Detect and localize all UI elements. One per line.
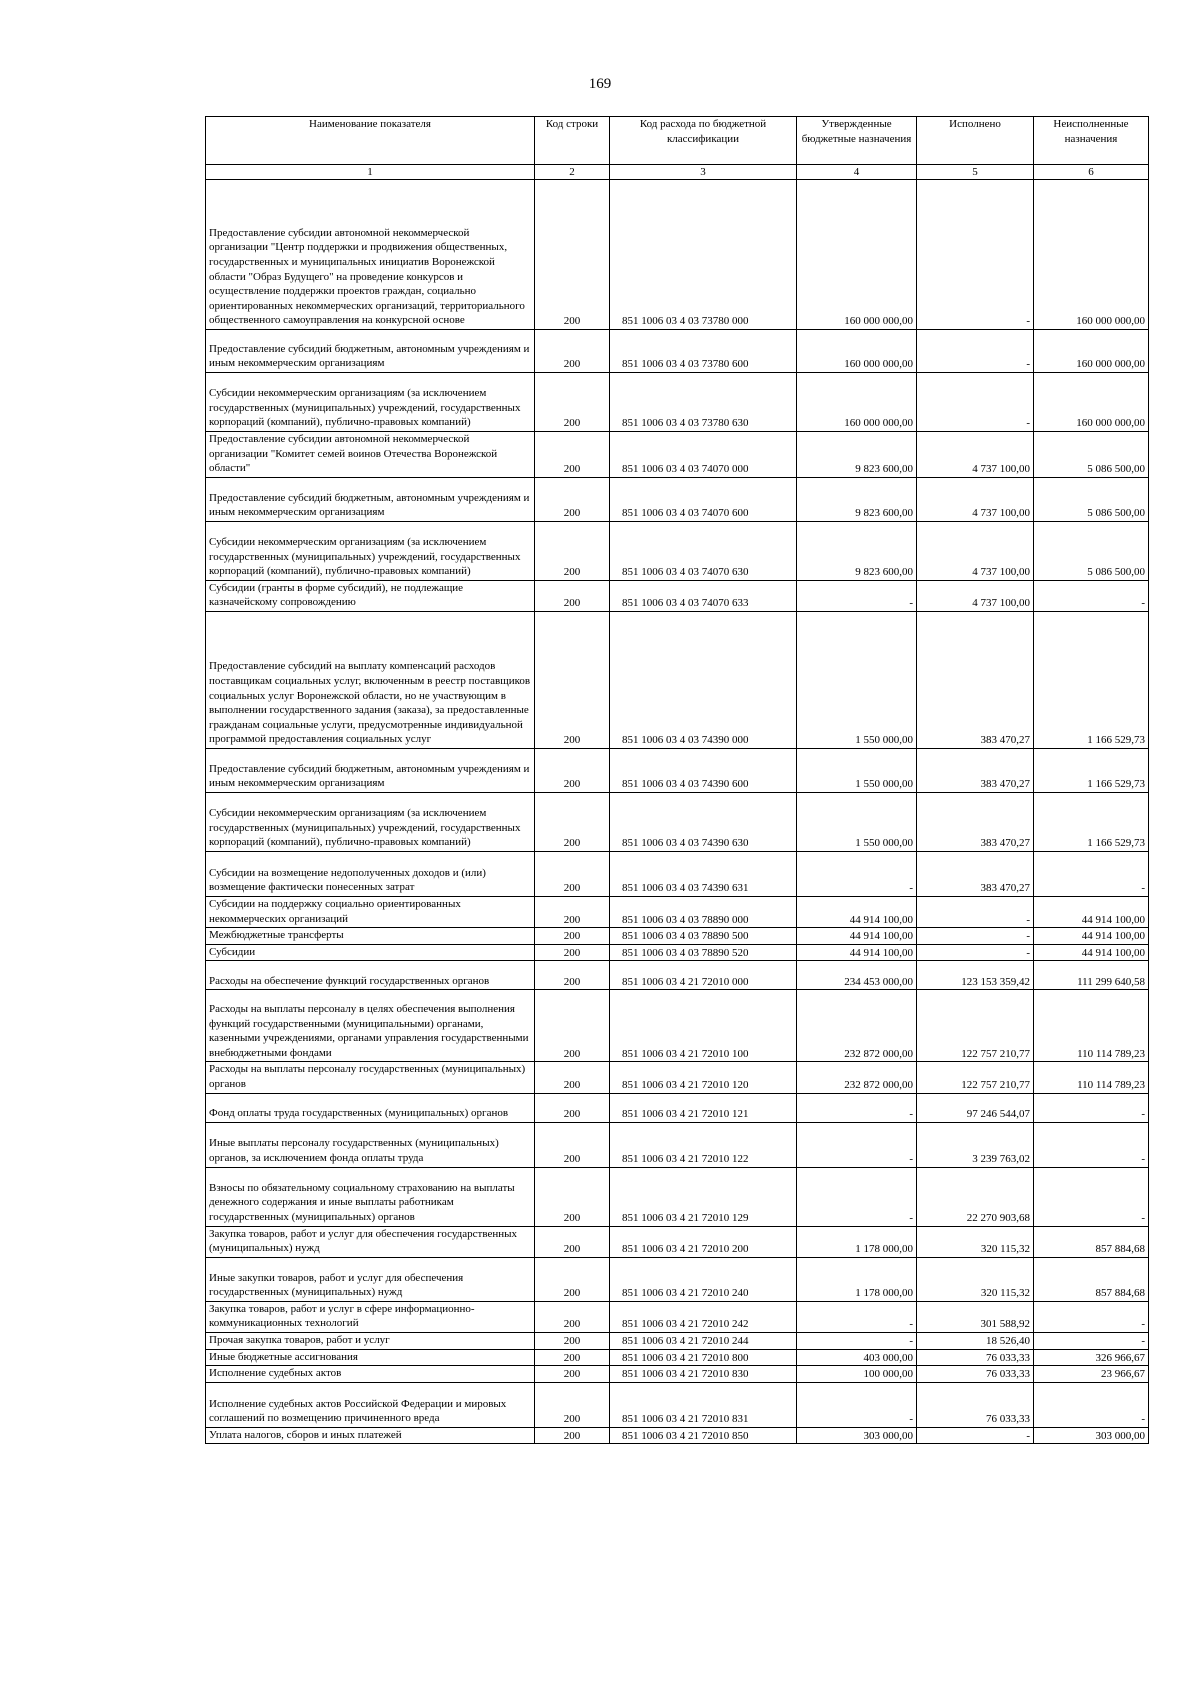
row-executed-amount: 320 115,32 <box>917 1226 1034 1257</box>
column-number: 1 <box>206 165 535 180</box>
row-unexecuted-amount: 857 884,68 <box>1034 1257 1149 1301</box>
table-row <box>206 748 1149 792</box>
table-row <box>206 896 1149 927</box>
row-executed-amount: 301 588,92 <box>917 1301 1034 1332</box>
row-indicator-name: Расходы на выплаты персоналу государственных (муниципальных) органов <box>206 1062 535 1093</box>
row-budget-code: 851 1006 03 4 03 74070 600 <box>610 477 797 521</box>
row-approved-amount: 232 872 000,00 <box>797 1062 917 1093</box>
table-row <box>206 330 1149 373</box>
column-number-row <box>206 165 1149 180</box>
table-row <box>206 1366 1149 1383</box>
row-budget-code: 851 1006 03 4 03 74390 000 <box>610 611 797 748</box>
row-budget-code: 851 1006 03 4 21 72010 120 <box>610 1062 797 1093</box>
row-indicator-name: Предоставление субсидий на выплату компенсаций расходов поставщикам социальных услуг, включенным в реестр поставщиков социальных услуг Воронежской области, но не участвующим в выполнении государственного задания (заказа), за предоставленные гражданам социальные услуги, предусмотренные индивидуальной программой предоставления социальных услуг <box>206 611 535 748</box>
row-approved-amount: 160 000 000,00 <box>797 330 917 373</box>
row-executed-amount: - <box>917 373 1034 432</box>
row-indicator-name: Предоставление субсидии автономной некоммерческой организации "Центр поддержки и продвижения общественных, государственных и муниципальных инициатив Воронежской области "Образ Будущего" на проведение конкурсов и осуществление поддержки проектов граждан, социально ориентированных некоммерческих организаций, территориального общественного самоуправления на конкурсной основе <box>206 180 535 330</box>
row-approved-amount: - <box>797 851 917 896</box>
row-line-code: 200 <box>535 477 610 521</box>
row-budget-code: 851 1006 03 4 03 78890 520 <box>610 944 797 961</box>
row-budget-code: 851 1006 03 4 03 74390 631 <box>610 851 797 896</box>
row-line-code: 200 <box>535 432 610 478</box>
row-budget-code: 851 1006 03 4 03 73780 600 <box>610 330 797 373</box>
table-row <box>206 1332 1149 1349</box>
row-budget-code: 851 1006 03 4 21 72010 240 <box>610 1257 797 1301</box>
row-approved-amount: 44 914 100,00 <box>797 896 917 927</box>
row-unexecuted-amount: 44 914 100,00 <box>1034 928 1149 945</box>
row-indicator-name: Субсидии <box>206 944 535 961</box>
row-approved-amount: 160 000 000,00 <box>797 180 917 330</box>
row-line-code: 200 <box>535 1349 610 1366</box>
row-approved-amount: - <box>797 1301 917 1332</box>
row-unexecuted-amount: 5 086 500,00 <box>1034 432 1149 478</box>
table-row <box>206 580 1149 611</box>
row-approved-amount: - <box>797 1332 917 1349</box>
row-budget-code: 851 1006 03 4 21 72010 850 <box>610 1427 797 1444</box>
row-indicator-name: Расходы на выплаты персоналу в целях обеспечения выполнения функций государственными (муниципальными) органами, казенными учреждениями, органами управления государственными внебюджетными фондами <box>206 990 535 1062</box>
row-budget-code: 851 1006 03 4 21 72010 121 <box>610 1093 797 1122</box>
row-line-code: 200 <box>535 1062 610 1093</box>
row-approved-amount: 9 823 600,00 <box>797 432 917 478</box>
row-approved-amount: 1 178 000,00 <box>797 1226 917 1257</box>
table-row <box>206 1167 1149 1226</box>
table-row <box>206 1122 1149 1167</box>
table-row <box>206 180 1149 330</box>
row-approved-amount: 1 178 000,00 <box>797 1257 917 1301</box>
row-executed-amount: 76 033,33 <box>917 1366 1034 1383</box>
row-executed-amount: 4 737 100,00 <box>917 580 1034 611</box>
row-approved-amount: 9 823 600,00 <box>797 477 917 521</box>
table-row <box>206 944 1149 961</box>
row-indicator-name: Межбюджетные трансферты <box>206 928 535 945</box>
header-approved: Утвержденные бюджетные назначения <box>797 117 917 165</box>
row-unexecuted-amount: 1 166 529,73 <box>1034 748 1149 792</box>
row-indicator-name: Субсидии на возмещение недополученных доходов и (или) возмещение фактически понесенных затрат <box>206 851 535 896</box>
row-budget-code: 851 1006 03 4 03 74390 600 <box>610 748 797 792</box>
row-executed-amount: 3 239 763,02 <box>917 1122 1034 1167</box>
row-budget-code: 851 1006 03 4 03 78890 500 <box>610 928 797 945</box>
row-unexecuted-amount: 1 166 529,73 <box>1034 611 1149 748</box>
row-indicator-name: Субсидии некоммерческим организациям (за исключением государственных (муниципальных) учреждений, государственных корпораций (компаний), публично-правовых компаний) <box>206 792 535 851</box>
column-number: 6 <box>1034 165 1149 180</box>
table-row <box>206 1226 1149 1257</box>
table-row <box>206 928 1149 945</box>
row-line-code: 200 <box>535 1301 610 1332</box>
header-executed: Исполнено <box>917 117 1034 165</box>
row-line-code: 200 <box>535 1366 610 1383</box>
row-executed-amount: 22 270 903,68 <box>917 1167 1034 1226</box>
row-indicator-name: Иные закупки товаров, работ и услуг для обеспечения государственных (муниципальных) нужд <box>206 1257 535 1301</box>
row-line-code: 200 <box>535 1382 610 1427</box>
row-executed-amount: 383 470,27 <box>917 792 1034 851</box>
row-approved-amount: 9 823 600,00 <box>797 521 917 580</box>
row-executed-amount: 76 033,33 <box>917 1349 1034 1366</box>
row-approved-amount: 44 914 100,00 <box>797 928 917 945</box>
column-number: 4 <box>797 165 917 180</box>
row-unexecuted-amount: 160 000 000,00 <box>1034 180 1149 330</box>
row-unexecuted-amount: 160 000 000,00 <box>1034 373 1149 432</box>
row-executed-amount: 123 153 359,42 <box>917 961 1034 990</box>
row-indicator-name: Фонд оплаты труда государственных (муниципальных) органов <box>206 1093 535 1122</box>
row-line-code: 200 <box>535 1257 610 1301</box>
table-body <box>206 180 1149 1444</box>
row-budget-code: 851 1006 03 4 03 74390 630 <box>610 792 797 851</box>
table-row <box>206 1093 1149 1122</box>
table-row <box>206 611 1149 748</box>
row-budget-code: 851 1006 03 4 03 73780 630 <box>610 373 797 432</box>
row-approved-amount: 1 550 000,00 <box>797 611 917 748</box>
row-indicator-name: Предоставление субсидий бюджетным, автономным учреждениям и иным некоммерческим организациям <box>206 330 535 373</box>
row-executed-amount: 4 737 100,00 <box>917 521 1034 580</box>
row-unexecuted-amount: - <box>1034 1093 1149 1122</box>
row-executed-amount: 76 033,33 <box>917 1382 1034 1427</box>
row-budget-code: 851 1006 03 4 03 74070 630 <box>610 521 797 580</box>
row-unexecuted-amount: 23 966,67 <box>1034 1366 1149 1383</box>
row-line-code: 200 <box>535 944 610 961</box>
row-budget-code: 851 1006 03 4 21 72010 800 <box>610 1349 797 1366</box>
table-row <box>206 990 1149 1062</box>
row-unexecuted-amount: - <box>1034 1332 1149 1349</box>
row-unexecuted-amount: 160 000 000,00 <box>1034 330 1149 373</box>
table-row <box>206 1062 1149 1093</box>
row-approved-amount: - <box>797 1167 917 1226</box>
row-indicator-name: Иные выплаты персоналу государственных (муниципальных) органов, за исключением фонда оплаты труда <box>206 1122 535 1167</box>
row-line-code: 200 <box>535 521 610 580</box>
row-line-code: 200 <box>535 180 610 330</box>
row-approved-amount: 1 550 000,00 <box>797 748 917 792</box>
row-unexecuted-amount: - <box>1034 1122 1149 1167</box>
row-indicator-name: Субсидии на поддержку социально ориентированных некоммерческих организаций <box>206 896 535 927</box>
row-indicator-name: Субсидии некоммерческим организациям (за исключением государственных (муниципальных) учреждений, государственных корпораций (компаний), публично-правовых компаний) <box>206 521 535 580</box>
row-executed-amount: - <box>917 944 1034 961</box>
row-budget-code: 851 1006 03 4 21 72010 244 <box>610 1332 797 1349</box>
row-line-code: 200 <box>535 792 610 851</box>
row-budget-code: 851 1006 03 4 03 74070 633 <box>610 580 797 611</box>
row-indicator-name: Иные бюджетные ассигнования <box>206 1349 535 1366</box>
row-budget-code: 851 1006 03 4 21 72010 830 <box>610 1366 797 1383</box>
row-unexecuted-amount: 5 086 500,00 <box>1034 477 1149 521</box>
row-approved-amount: - <box>797 1122 917 1167</box>
row-executed-amount: 97 246 544,07 <box>917 1093 1034 1122</box>
row-approved-amount: 232 872 000,00 <box>797 990 917 1062</box>
table-row <box>206 1427 1149 1444</box>
row-unexecuted-amount: - <box>1034 1167 1149 1226</box>
table-header-row <box>206 117 1149 165</box>
row-budget-code: 851 1006 03 4 21 72010 000 <box>610 961 797 990</box>
header-unexecuted: Неисполненные назначения <box>1034 117 1149 165</box>
table-row <box>206 1382 1149 1427</box>
row-unexecuted-amount: - <box>1034 1382 1149 1427</box>
row-executed-amount: - <box>917 180 1034 330</box>
table-row <box>206 1301 1149 1332</box>
row-line-code: 200 <box>535 1332 610 1349</box>
row-approved-amount: 44 914 100,00 <box>797 944 917 961</box>
row-executed-amount: 4 737 100,00 <box>917 432 1034 478</box>
row-budget-code: 851 1006 03 4 21 72010 100 <box>610 990 797 1062</box>
row-executed-amount: - <box>917 1427 1034 1444</box>
row-approved-amount: - <box>797 1093 917 1122</box>
row-executed-amount: 383 470,27 <box>917 851 1034 896</box>
table-row <box>206 521 1149 580</box>
row-executed-amount: - <box>917 330 1034 373</box>
row-indicator-name: Взносы по обязательному социальному страхованию на выплаты денежного содержания и иные выплаты работникам государственных (муниципальных) органов <box>206 1167 535 1226</box>
row-budget-code: 851 1006 03 4 21 72010 200 <box>610 1226 797 1257</box>
column-number: 3 <box>610 165 797 180</box>
row-line-code: 200 <box>535 330 610 373</box>
row-approved-amount: - <box>797 1382 917 1427</box>
row-line-code: 200 <box>535 373 610 432</box>
table-row <box>206 1349 1149 1366</box>
row-approved-amount: 100 000,00 <box>797 1366 917 1383</box>
row-budget-code: 851 1006 03 4 21 72010 129 <box>610 1167 797 1226</box>
header-indicator-name: Наименование показателя <box>206 117 535 165</box>
row-executed-amount: - <box>917 896 1034 927</box>
row-unexecuted-amount: 110 114 789,23 <box>1034 1062 1149 1093</box>
row-line-code: 200 <box>535 990 610 1062</box>
row-line-code: 200 <box>535 961 610 990</box>
row-line-code: 200 <box>535 580 610 611</box>
row-indicator-name: Закупка товаров, работ и услуг для обеспечения государственных (муниципальных) нужд <box>206 1226 535 1257</box>
row-unexecuted-amount: 5 086 500,00 <box>1034 521 1149 580</box>
row-line-code: 200 <box>535 1226 610 1257</box>
table-row <box>206 432 1149 478</box>
budget-execution-table <box>205 116 1149 1444</box>
row-unexecuted-amount: 111 299 640,58 <box>1034 961 1149 990</box>
row-line-code: 200 <box>535 928 610 945</box>
row-approved-amount: - <box>797 580 917 611</box>
row-unexecuted-amount: 110 114 789,23 <box>1034 990 1149 1062</box>
row-budget-code: 851 1006 03 4 03 78890 000 <box>610 896 797 927</box>
table-row <box>206 1257 1149 1301</box>
row-indicator-name: Исполнение судебных актов Российской Федерации и мировых соглашений по возмещению причиненного вреда <box>206 1382 535 1427</box>
row-line-code: 200 <box>535 1093 610 1122</box>
row-indicator-name: Предоставление субсидий бюджетным, автономным учреждениям и иным некоммерческим организациям <box>206 477 535 521</box>
table-row <box>206 373 1149 432</box>
table-row <box>206 792 1149 851</box>
row-line-code: 200 <box>535 1122 610 1167</box>
row-approved-amount: 303 000,00 <box>797 1427 917 1444</box>
row-indicator-name: Исполнение судебных актов <box>206 1366 535 1383</box>
row-executed-amount: 320 115,32 <box>917 1257 1034 1301</box>
row-executed-amount: - <box>917 928 1034 945</box>
row-executed-amount: 4 737 100,00 <box>917 477 1034 521</box>
row-indicator-name: Расходы на обеспечение функций государственных органов <box>206 961 535 990</box>
row-indicator-name: Предоставление субсидии автономной некоммерческой организации "Комитет семей воинов Отечества Воронежской области" <box>206 432 535 478</box>
row-executed-amount: 122 757 210,77 <box>917 990 1034 1062</box>
row-budget-code: 851 1006 03 4 03 73780 000 <box>610 180 797 330</box>
row-approved-amount: 160 000 000,00 <box>797 373 917 432</box>
header-line-code: Код строки <box>535 117 610 165</box>
table-row <box>206 961 1149 990</box>
row-approved-amount: 234 453 000,00 <box>797 961 917 990</box>
row-executed-amount: 18 526,40 <box>917 1332 1034 1349</box>
row-budget-code: 851 1006 03 4 03 74070 000 <box>610 432 797 478</box>
row-indicator-name: Предоставление субсидий бюджетным, автономным учреждениям и иным некоммерческим организациям <box>206 748 535 792</box>
row-executed-amount: 383 470,27 <box>917 748 1034 792</box>
row-unexecuted-amount: 857 884,68 <box>1034 1226 1149 1257</box>
header-budget-classification-code: Код расхода по бюджетной классификации <box>610 117 797 165</box>
row-unexecuted-amount: 1 166 529,73 <box>1034 792 1149 851</box>
row-unexecuted-amount: 303 000,00 <box>1034 1427 1149 1444</box>
row-budget-code: 851 1006 03 4 21 72010 242 <box>610 1301 797 1332</box>
row-indicator-name: Прочая закупка товаров, работ и услуг <box>206 1332 535 1349</box>
row-unexecuted-amount: 326 966,67 <box>1034 1349 1149 1366</box>
row-unexecuted-amount: - <box>1034 580 1149 611</box>
row-line-code: 200 <box>535 1427 610 1444</box>
row-unexecuted-amount: 44 914 100,00 <box>1034 944 1149 961</box>
row-line-code: 200 <box>535 851 610 896</box>
column-number: 5 <box>917 165 1034 180</box>
table-row <box>206 477 1149 521</box>
row-budget-code: 851 1006 03 4 21 72010 831 <box>610 1382 797 1427</box>
row-budget-code: 851 1006 03 4 21 72010 122 <box>610 1122 797 1167</box>
row-indicator-name: Субсидии (гранты в форме субсидий), не подлежащие казначейскому сопровождению <box>206 580 535 611</box>
row-line-code: 200 <box>535 1167 610 1226</box>
page-number: 169 <box>588 76 612 92</box>
row-executed-amount: 383 470,27 <box>917 611 1034 748</box>
column-number: 2 <box>535 165 610 180</box>
row-executed-amount: 122 757 210,77 <box>917 1062 1034 1093</box>
row-approved-amount: 1 550 000,00 <box>797 792 917 851</box>
row-indicator-name: Уплата налогов, сборов и иных платежей <box>206 1427 535 1444</box>
row-approved-amount: 403 000,00 <box>797 1349 917 1366</box>
row-line-code: 200 <box>535 611 610 748</box>
row-unexecuted-amount: - <box>1034 1301 1149 1332</box>
row-unexecuted-amount: - <box>1034 851 1149 896</box>
row-indicator-name: Закупка товаров, работ и услуг в сфере информационно-коммуникационных технологий <box>206 1301 535 1332</box>
row-unexecuted-amount: 44 914 100,00 <box>1034 896 1149 927</box>
table-row <box>206 851 1149 896</box>
row-line-code: 200 <box>535 748 610 792</box>
row-indicator-name: Субсидии некоммерческим организациям (за исключением государственных (муниципальных) учреждений, государственных корпораций (компаний), публично-правовых компаний) <box>206 373 535 432</box>
row-line-code: 200 <box>535 896 610 927</box>
